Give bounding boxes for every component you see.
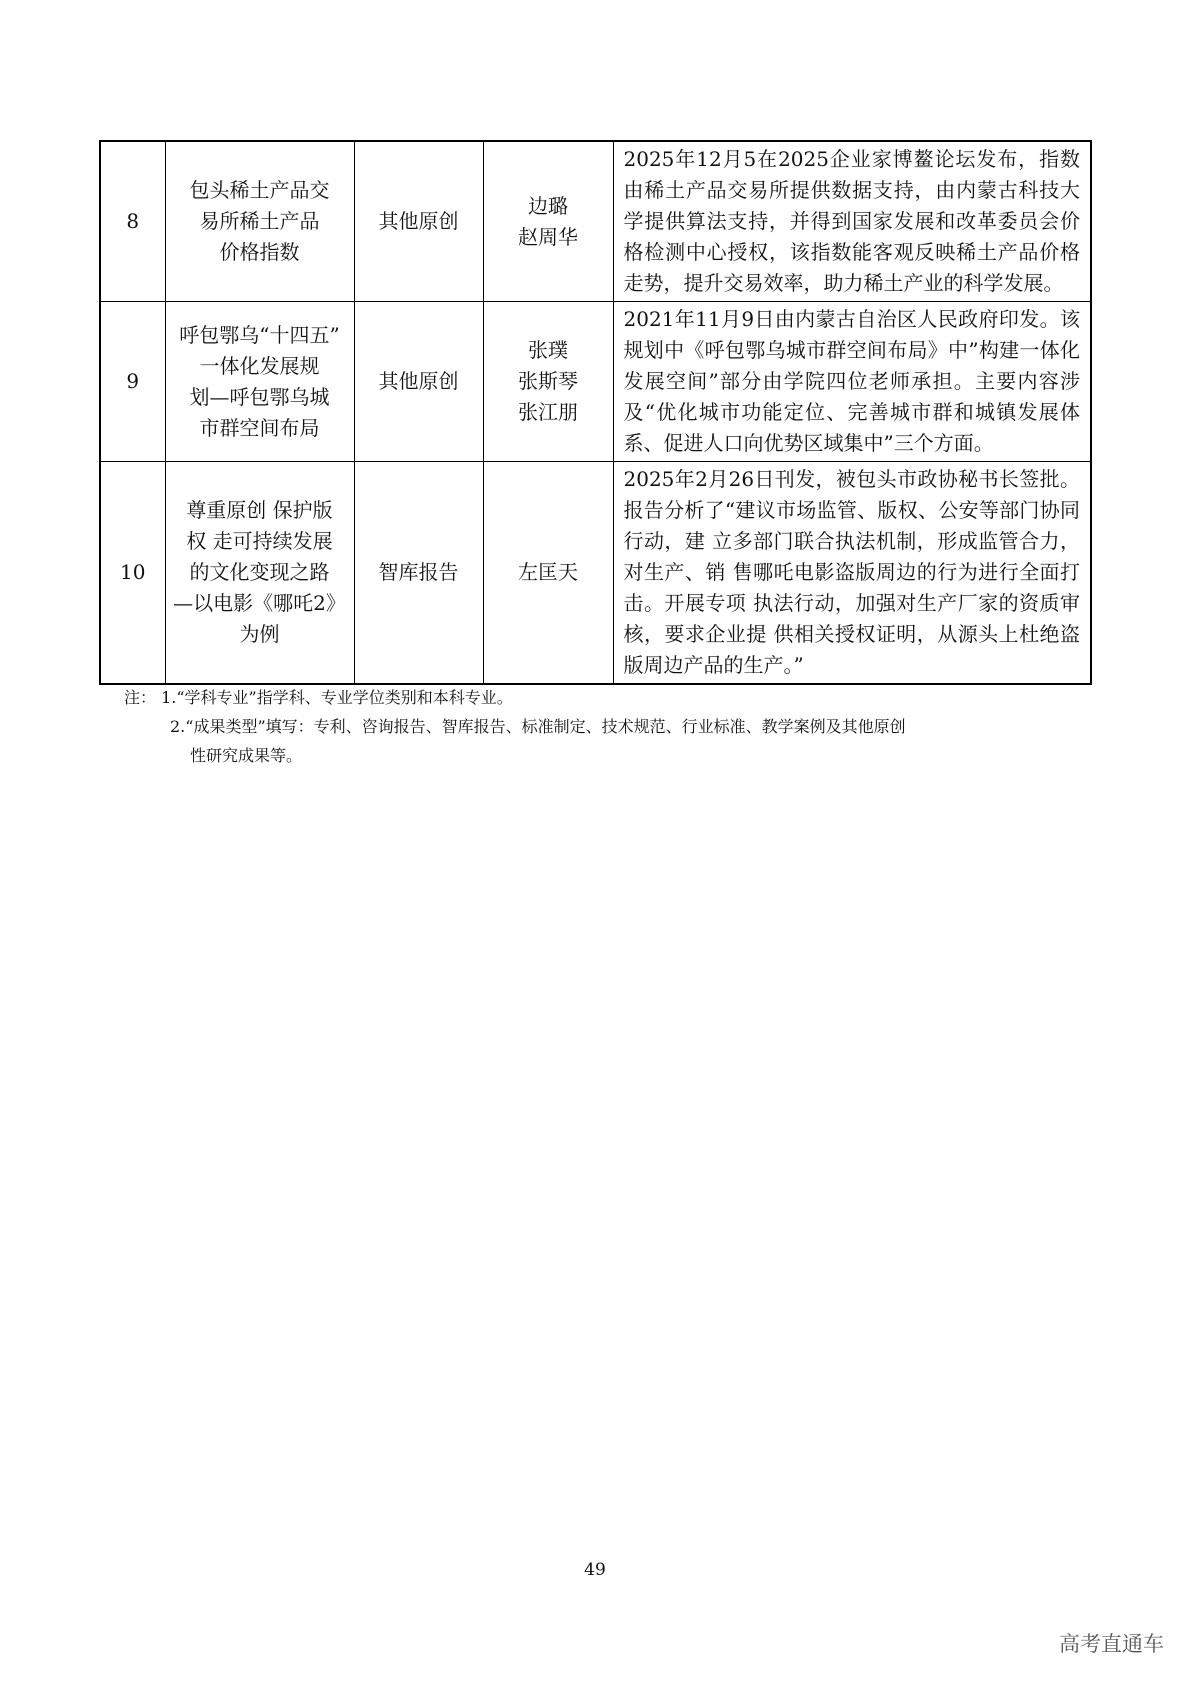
watermark: 高考直通车 <box>1059 1632 1164 1656</box>
row-number: 8 <box>100 141 165 302</box>
achievement-type: 智库报告 <box>354 462 483 685</box>
table-notes <box>124 683 906 770</box>
authors: 左匡天 <box>483 462 613 685</box>
table-row <box>100 462 1091 685</box>
achievement-title: 呼包鄂乌“十四五” 一体化发展规 划—呼包鄂乌城 市群空间布局 <box>165 302 354 462</box>
page-number: 49 <box>584 1560 606 1580</box>
achievements-table <box>99 140 1092 685</box>
note-2-continued: 性研究成果等。 <box>190 746 303 765</box>
description: 2021年11月9日由内蒙古自治区人民政府印发。该规划中《呼包鄂乌城市群空间布局》中”构建一体化发展空间”部分由学院四位老师承担。主要内容涉及“优化城市功能定位、完善城市群和城镇发展体系、促进人口向优势区域集中”三个方面。 <box>613 302 1091 462</box>
achievement-type: 其他原创 <box>354 302 483 462</box>
row-number: 9 <box>100 302 165 462</box>
table-row <box>100 302 1091 462</box>
authors: 边璐 赵周华 <box>483 141 613 302</box>
authors: 张璞 张斯琴 张江朋 <box>483 302 613 462</box>
achievement-title: 尊重原创 保护版 权 走可持续发展 的文化变现之路 —以电影《哪吒2》 为例 <box>165 462 354 685</box>
note-1: 注： 1.“学科专业”指学科、专业学位类别和本科专业。 <box>124 688 513 707</box>
note-2: 2.“成果类型”填写：专利、咨询报告、智库报告、标准制定、技术规范、行业标准、教学案例及其他原创 <box>170 717 906 736</box>
achievement-type: 其他原创 <box>354 141 483 302</box>
row-number: 10 <box>100 462 165 685</box>
description: 2025年2月26日刊发，被包头市政协秘书长签批。报告分析了“建议市场监管、版权、公安等部门协同行动，建 立多部门联合执法机制，形成监管合力，对生产、销 售哪吒电影盗版周边的行为进行全面打击。开展专项 执法行动，加强对生产厂家的资质审核，要求企业提 供相关授权证明，从源头上杜绝盗版周边产品的生产。” <box>613 462 1091 685</box>
description: 2025年12月5在2025企业家博鳌论坛发布，指数由稀土产品交易所提供数据支持，由内蒙古科技大学提供算法支持，并得到国家发展和改革委员会价格检测中心授权，该指数能客观反映稀土产品价格走势，提升交易效率，助力稀土产业的科学发展。 <box>613 141 1091 302</box>
table-row <box>100 141 1091 302</box>
achievement-title: 包头稀土产品交 易所稀土产品 价格指数 <box>165 141 354 302</box>
